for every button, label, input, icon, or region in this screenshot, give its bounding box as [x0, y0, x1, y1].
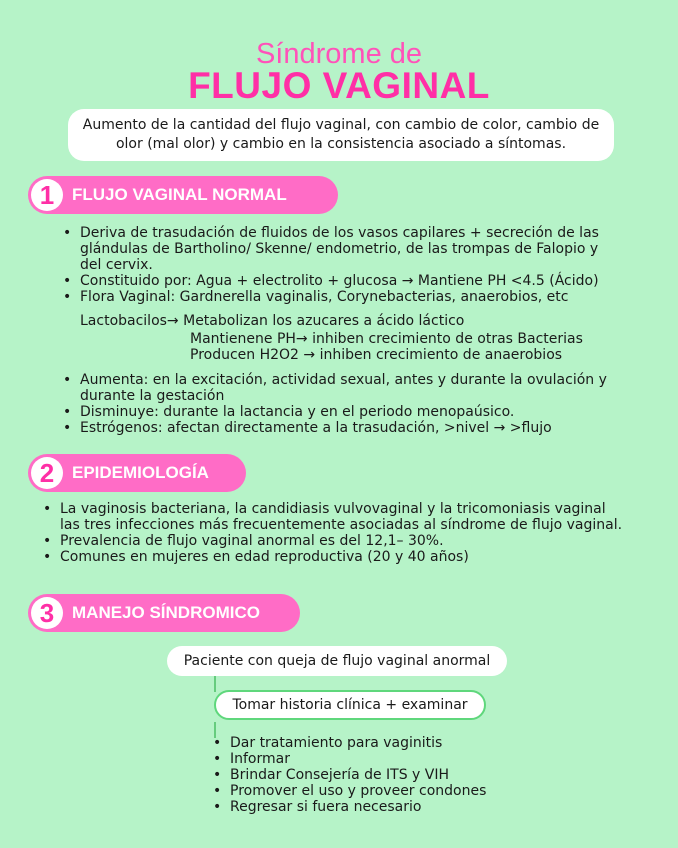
section-3-header: [28, 594, 300, 632]
flow-step-2: Tomar historia clínica + examinar: [214, 690, 486, 720]
title-line-2: FLUJO VAGINAL: [188, 65, 490, 106]
lactobacilos-sub-2: Producen H2O2 → inhiben crecimiento de anaerobios: [190, 347, 563, 363]
list-item: • Constituido por: Agua + electrolito + glucosa → Mantiene PH <4.5 (Ácido): [60, 273, 620, 289]
list-item: • Flora Vaginal: Gardnerella vaginalis, Corynebacterias, anaerobios, etc: [60, 289, 620, 305]
lactobacilos-line: Lactobacilos→ Metabolizan los azucares a ácido láctico: [80, 313, 465, 329]
list-item: • Regresar si fuera necesario: [210, 799, 530, 815]
section-3-number: 3: [31, 597, 63, 629]
intro-card: Aumento de la cantidad del flujo vaginal, con cambio de color, cambio de olor (mal olor) y cambio en la consistencia asociado a síntomas.: [68, 109, 614, 161]
list-item: • Prevalencia de flujo vaginal anormal es del 12,1– 30%.: [40, 533, 625, 549]
list-item: • Promover el uso y proveer condones: [210, 783, 530, 799]
section-1-header: [28, 176, 338, 214]
list-item: • Informar: [210, 751, 530, 767]
section-2-bullets: [40, 501, 625, 565]
title-line-1: Síndrome de: [255, 38, 423, 70]
section-3-title: MANEJO SÍNDROMICO: [72, 603, 260, 622]
flow-connector-1: [214, 676, 216, 692]
section-1-number: 1: [31, 179, 63, 211]
section-1-title: FLUJO VAGINAL NORMAL: [72, 185, 287, 204]
lactobacilos-sub-1: Mantienene PH→ inhiben crecimiento de otras Bacterias: [190, 331, 583, 347]
list-item: • Brindar Consejería de ITS y VIH: [210, 767, 530, 783]
list-item: • Comunes en mujeres en edad reproductiva (20 y 40 años): [40, 549, 625, 565]
list-item: • Disminuye: durante la lactancia y en el periodo menopaúsico.: [60, 404, 620, 420]
list-item: • Deriva de trasudación de fluidos de los vasos capilares + secreción de las glándulas de Bartholino/ Skenne/ endometrio, de las trompas de Falopio y del cervix.: [60, 225, 620, 273]
section-2-number: 2: [31, 457, 63, 489]
list-item: • La vaginosis bacteriana, la candidiasis vulvovaginal y la tricomoniasis vaginal las tres infecciones más frecuentemente asociadas al síndrome de flujo vaginal.: [40, 501, 625, 533]
list-item: • Dar tratamiento para vaginitis: [210, 735, 530, 751]
flow-step-1: Paciente con queja de flujo vaginal anormal: [167, 646, 507, 676]
section-1-bullets-b: [60, 372, 620, 436]
section-2-header: [28, 454, 246, 492]
section-2-title: EPIDEMIOLOGÍA: [72, 463, 209, 482]
flow-actions: [210, 735, 530, 815]
list-item: • Estrógenos: afectan directamente a la trasudación, >nivel → >flujo: [60, 420, 620, 436]
list-item: • Aumenta: en la excitación, actividad sexual, antes y durante la ovulación y durante la gestación: [60, 372, 620, 404]
section-1-bullets-a: [60, 225, 620, 305]
